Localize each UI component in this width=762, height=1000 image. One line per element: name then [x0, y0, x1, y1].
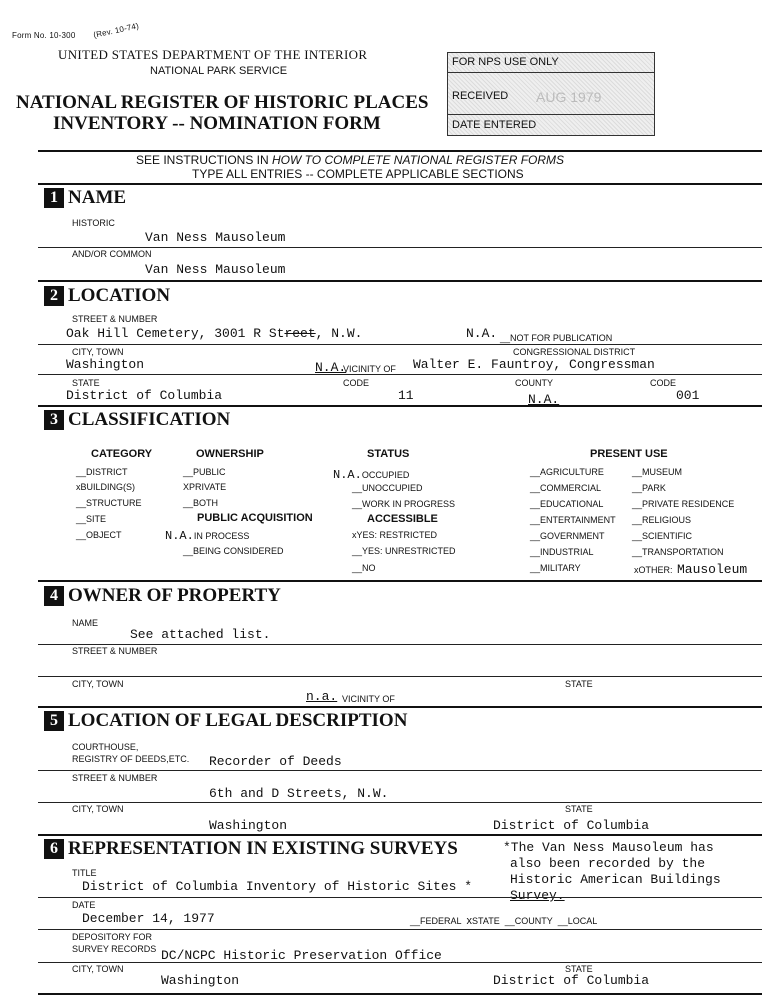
owner-name-label: NAME	[72, 618, 99, 628]
city-label: CITY, TOWN	[72, 347, 124, 357]
street-text-end: , N.W.	[315, 326, 363, 341]
other-use-value: Mausoleum	[676, 562, 748, 577]
county-option: __COUNTY	[504, 916, 553, 926]
ownership-option-label: PRIVATE	[189, 482, 227, 492]
county-value: N.A.	[528, 392, 560, 407]
section-number: 5	[44, 711, 64, 731]
vicinity-value: N.A.	[315, 360, 347, 375]
acquisition-option-label: IN PROCESS	[193, 531, 250, 541]
survey-date-value: December 14, 1977	[82, 911, 215, 926]
present-use-other	[634, 560, 747, 578]
legal-state-value: District of Columbia	[493, 818, 650, 833]
category-option: __SITE	[76, 514, 107, 524]
section-6-header	[44, 838, 458, 860]
county-code-label: CODE	[650, 378, 677, 388]
date-entered-label: DATE ENTERED	[452, 119, 537, 131]
status-na: N.A.	[333, 468, 362, 482]
owner-name-value: See attached list.	[130, 627, 271, 642]
state-value: District of Columbia	[66, 388, 223, 403]
accessible-option: __YES: UNRESTRICTED	[352, 546, 456, 556]
check-mark: x	[466, 915, 473, 927]
legal-city-label: CITY, TOWN	[72, 804, 124, 814]
courthouse-value: Recorder of Deeds	[209, 754, 342, 769]
ownership-option	[183, 482, 226, 492]
form-number: Form No. 10-300	[12, 31, 76, 40]
present-use-option-label: OTHER:	[638, 565, 673, 575]
survey-title-value: District of Columbia Inventory of Historic Sites *	[82, 879, 473, 894]
state-code-value: 11	[398, 388, 414, 403]
accessible-option	[352, 530, 437, 540]
section-number: 3	[44, 410, 64, 430]
category-option: __OBJECT	[76, 530, 122, 540]
state-label: STATE	[72, 378, 100, 388]
owner-city-label: CITY, TOWN	[72, 679, 124, 689]
status-option: __UNOCCUPIED	[352, 483, 423, 493]
present-use-heading: PRESENT USE	[590, 448, 668, 460]
status-option	[333, 465, 409, 483]
category-option-label: BUILDING(S)	[80, 482, 136, 492]
present-use-option: __TRANSPORTATION	[632, 547, 724, 557]
instructions-line1	[136, 153, 564, 167]
form-title-line1: NATIONAL REGISTER OF HISTORIC PLACES	[16, 92, 429, 113]
present-use-option: __PRIVATE RESIDENCE	[632, 499, 735, 509]
legal-state-label: STATE	[565, 804, 593, 814]
present-use-option: __MILITARY	[530, 563, 581, 573]
section-title: LOCATION OF LEGAL DESCRIPTION	[68, 710, 408, 731]
federal-option: __FEDERAL	[410, 916, 462, 926]
common-name: Van Ness Mausoleum	[145, 262, 286, 277]
instructions-text: SEE INSTRUCTIONS IN	[136, 153, 273, 167]
historic-label: HISTORIC	[72, 218, 115, 228]
survey-note-line2: also been recorded by the	[510, 856, 706, 871]
accessible-option: __NO	[352, 563, 376, 573]
public-acquisition-heading: PUBLIC ACQUISITION	[197, 512, 313, 524]
city-value: Washington	[66, 357, 145, 372]
check-mark: x	[352, 530, 357, 540]
courthouse-label: COURTHOUSE,	[72, 742, 139, 752]
survey-records-label: SURVEY RECORDS	[72, 944, 157, 954]
ownership-heading: OWNERSHIP	[196, 448, 264, 460]
present-use-option: __PARK	[632, 483, 666, 493]
survey-state-value: District of Columbia	[493, 973, 650, 988]
street-value	[66, 326, 362, 341]
ownership-option: __BOTH	[183, 498, 219, 508]
section-1-header	[44, 187, 126, 209]
present-use-option: __ENTERTAINMENT	[530, 515, 616, 525]
check-mark: x	[634, 565, 639, 575]
owner-street-label: STREET & NUMBER	[72, 646, 158, 656]
section-number: 4	[44, 586, 64, 606]
section-title: CLASSIFICATION	[68, 409, 231, 430]
state-code-label: CODE	[343, 378, 370, 388]
section-title: NAME	[68, 187, 127, 208]
present-use-option: __EDUCATIONAL	[530, 499, 604, 509]
present-use-option: __SCIENTIFIC	[632, 531, 693, 541]
street-struck-text: reet	[284, 326, 316, 341]
section-4-header	[44, 585, 281, 607]
form-title-line2: INVENTORY -- NOMINATION FORM	[53, 113, 381, 134]
survey-note-line1: *The Van Ness Mausoleum has	[503, 840, 714, 855]
survey-title-label: TITLE	[72, 868, 97, 878]
status-heading: STATUS	[367, 448, 410, 460]
street-label: STREET & NUMBER	[72, 314, 158, 324]
historic-name: Van Ness Mausoleum	[145, 230, 286, 245]
department-name: UNITED STATES DEPARTMENT OF THE INTERIOR	[58, 47, 368, 62]
section-3-header	[44, 409, 230, 431]
status-option: __WORK IN PROGRESS	[352, 499, 456, 509]
accessible-option-label: YES: RESTRICTED	[356, 530, 438, 540]
instructions-title: HOW TO COMPLETE NATIONAL REGISTER FORMS	[272, 153, 565, 167]
survey-level-options	[410, 915, 597, 927]
section-number: 6	[44, 839, 64, 859]
nps-use-only-box	[447, 52, 655, 136]
acquisition-option	[165, 529, 249, 543]
check-mark: x	[76, 482, 81, 492]
depository-label: DEPOSITORY FOR	[72, 932, 153, 942]
acquisition-option: __BEING CONSIDERED	[183, 546, 284, 556]
received-label: RECEIVED	[452, 90, 509, 102]
received-stamp: AUG 1979	[536, 89, 602, 105]
common-label: AND/OR COMMON	[72, 249, 152, 259]
local-option: __LOCAL	[557, 916, 598, 926]
present-use-option: __GOVERNMENT	[530, 531, 605, 541]
category-heading: CATEGORY	[91, 448, 153, 460]
present-use-option: __MUSEUM	[632, 467, 683, 477]
accessible-heading: ACCESSIBLE	[367, 513, 438, 525]
legal-street-value: 6th and D Streets, N.W.	[209, 786, 389, 801]
section-5-header	[44, 710, 407, 732]
status-option-label: OCCUPIED	[361, 470, 410, 480]
section-number: 1	[44, 188, 64, 208]
legal-street-label: STREET & NUMBER	[72, 773, 158, 783]
section-2-header	[44, 285, 170, 307]
instructions-line2: TYPE ALL ENTRIES -- COMPLETE APPLICABLE SECTIONS	[192, 167, 524, 181]
county-code-value: 001	[676, 388, 700, 403]
congressional-district-label: CONGRESSIONAL DISTRICT	[513, 347, 636, 357]
owner-vicinity-value: n.a.	[306, 689, 338, 704]
present-use-option: __RELIGIOUS	[632, 515, 692, 525]
registry-label: REGISTRY OF DEEDS,ETC.	[72, 754, 190, 764]
survey-state-label: STATE	[565, 964, 593, 974]
survey-city-value: Washington	[161, 973, 240, 988]
street-text: Oak Hill Cemetery, 3001 R St	[66, 326, 285, 341]
vicinity-label: VICINITY OF	[343, 364, 396, 374]
survey-note-line3: Historic American Buildings	[510, 872, 721, 887]
present-use-option: __AGRICULTURE	[530, 467, 604, 477]
survey-date-label: DATE	[72, 900, 96, 910]
category-option	[76, 482, 135, 492]
category-option: __STRUCTURE	[76, 498, 142, 508]
owner-state-label: STATE	[565, 679, 593, 689]
legal-city-value: Washington	[209, 818, 288, 833]
service-name: NATIONAL PARK SERVICE	[150, 65, 288, 77]
county-label: COUNTY	[515, 378, 553, 388]
not-for-publication-value: N.A.	[466, 326, 498, 341]
nps-use-only-label: FOR NPS USE ONLY	[452, 56, 559, 68]
category-option: __DISTRICT	[76, 467, 128, 477]
state-option: STATE	[472, 916, 500, 926]
congressional-district-value: Walter E. Fauntroy, Congressman	[413, 357, 655, 372]
section-title: OWNER OF PROPERTY	[68, 585, 281, 606]
not-for-publication-label: __NOT FOR PUBLICATION	[500, 333, 613, 343]
section-title: REPRESENTATION IN EXISTING SURVEYS	[68, 838, 458, 859]
survey-note-line4: Survey.	[510, 888, 565, 903]
section-title: LOCATION	[68, 285, 171, 306]
depository-value: DC/NCPC Historic Preservation Office	[161, 948, 442, 963]
acquisition-na: N.A.	[165, 529, 194, 543]
owner-vicinity-label: VICINITY OF	[342, 694, 395, 704]
ownership-option: __PUBLIC	[183, 467, 226, 477]
survey-city-label: CITY, TOWN	[72, 964, 124, 974]
present-use-option: __COMMERCIAL	[530, 483, 602, 493]
check-mark: X	[183, 482, 190, 492]
present-use-option: __INDUSTRIAL	[530, 547, 594, 557]
form-revision: (Rev. 10-74)	[92, 21, 140, 40]
section-number: 2	[44, 286, 64, 306]
